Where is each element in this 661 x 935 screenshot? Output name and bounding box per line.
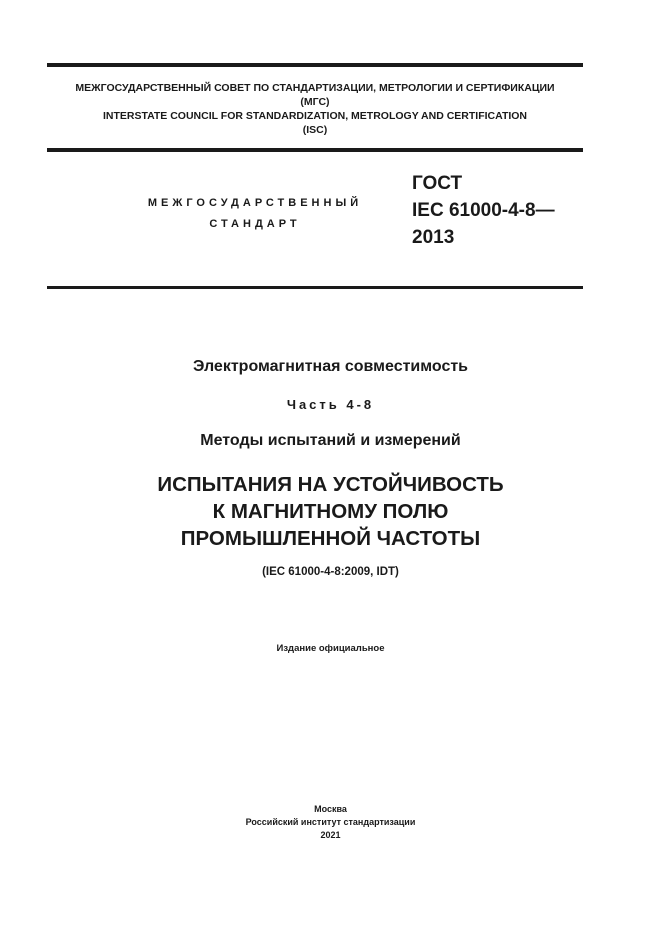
title-main-line: ИСПЫТАНИЯ НА УСТОЙЧИВОСТЬ: [157, 473, 504, 496]
designation-year: 2013: [412, 227, 455, 248]
imprint: [0, 803, 661, 842]
title-methods: Методы испытаний и измерений: [200, 432, 461, 449]
designation-prefix: ГОСТ: [412, 173, 463, 194]
title-part: Часть 4-8: [286, 397, 375, 412]
edition-label: Издание официальное: [276, 643, 385, 654]
imprint-city: Москва: [314, 804, 347, 814]
title-main: [0, 471, 661, 552]
standard-kind-line2: СТАНДАРТ: [209, 218, 301, 230]
title-main-line: ПРОМЫШЛЕННОЙ ЧАСТОТЫ: [180, 527, 481, 550]
top-rule: [47, 63, 583, 67]
title-general: Электромагнитная совместимость: [192, 358, 469, 375]
council-abbr-en: (ISC): [302, 124, 328, 136]
bottom-rule: [47, 286, 583, 289]
standard-designation: [412, 170, 555, 251]
iec-reference: (IEC 61000-4-8:2009, IDT): [262, 566, 399, 578]
council-name-ru: МЕЖГОСУДАРСТВЕННЫЙ СОВЕТ ПО СТАНДАРТИЗАЦИИ, МЕТРОЛОГИИ И СЕРТИФИКАЦИИ: [75, 82, 555, 94]
title-main-line: К МАГНИТНОМУ ПОЛЮ: [212, 500, 449, 523]
council-name-en: INTERSTATE COUNCIL FOR STANDARDIZATION, METROLOGY AND CERTIFICATION: [102, 110, 528, 122]
council-abbr-ru: (МГС): [300, 96, 330, 108]
standard-kind-line1: МЕЖГОСУДАРСТВЕННЫЙ: [147, 197, 363, 209]
imprint-publisher: Российский институт стандартизации: [245, 817, 416, 827]
imprint-year: 2021: [320, 830, 341, 840]
standard-kind: [110, 193, 400, 235]
middle-rule: [47, 148, 583, 152]
council-header: [47, 81, 583, 137]
designation-number: IEC 61000-4-8—: [412, 200, 555, 221]
